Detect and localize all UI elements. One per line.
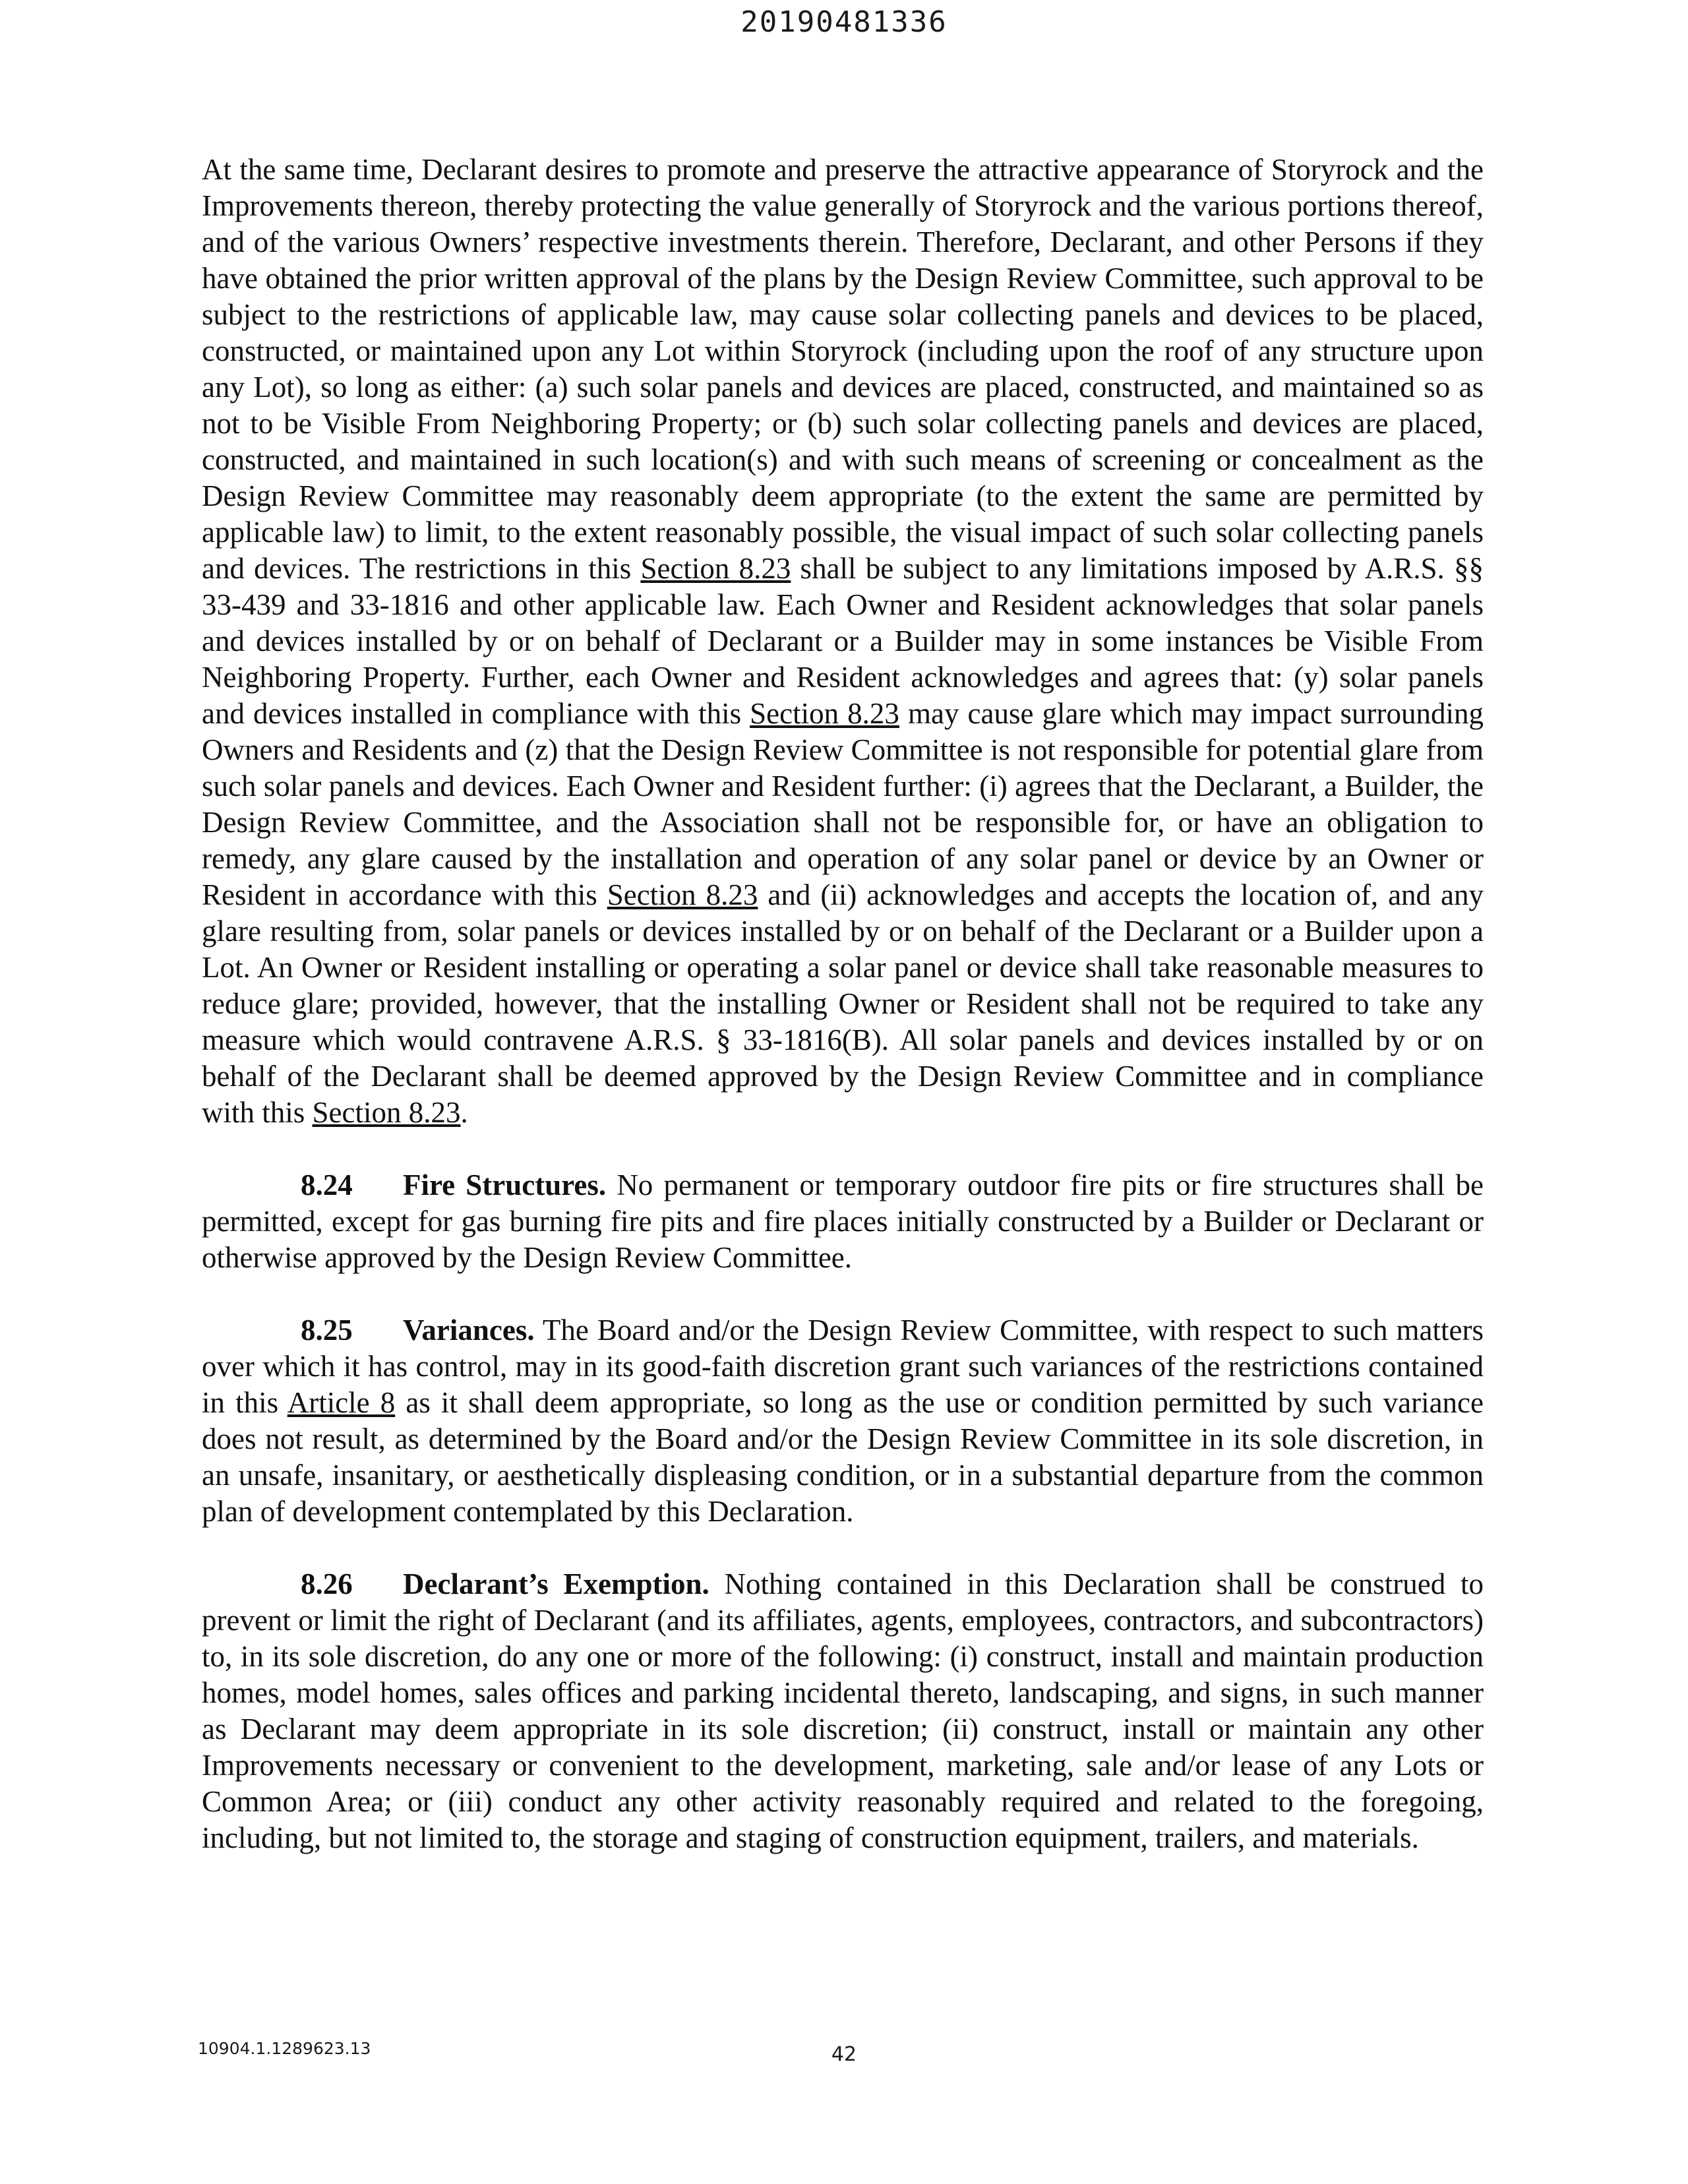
section-text: Nothing contained in this Declaration shall be construed to prevent or limit the right of Declarant (and its affiliates, agents, employees, contractors, and subcontractors) to, in its sole discretion, do any one or more of the following: (i) construct, install and maintain production homes, model homes, sales offices and parking incidental thereto, landscaping, and signs, in such manner as Declarant may deem appropriate in its sole discretion; (ii) construct, install or maintain any other Improvements necessary or convenient to the development, marketing, sale and/or lease of any Lots or Common Area; or (iii) conduct any other activity reasonably required and related to the foregoing, including, but not limited to, the storage and staging of construction equipment, trailers, and materials. xyxy=(202,1567,1484,1854)
section-reference: Section 8.23 xyxy=(312,1096,461,1129)
section-text: No permanent or temporary outdoor fire pits or fire structures shall be permitted, except for gas burning fire pits and fire places initially constructed by a Builder or Declarant or otherwise approved by the Design Review Committee. xyxy=(202,1168,1484,1274)
document-body xyxy=(202,152,1484,1893)
intro-text-5: . xyxy=(460,1096,468,1129)
page-number: 42 xyxy=(831,2043,857,2066)
section-text: as it shall deem appropriate, so long as the use or condition permitted by such variance does not result, as determined by the Board and/or the Design Review Committee in its sole discretion, in an unsafe, insanitary, or aesthetically displeasing condition, or in a substantial departure from the common plan of development contemplated by this Declaration. xyxy=(202,1386,1484,1528)
section-number: 8.26 xyxy=(301,1567,353,1600)
solar-intro-paragraph xyxy=(202,152,1484,1131)
section-8-26 xyxy=(202,1566,1484,1856)
section-reference: Section 8.23 xyxy=(607,878,758,911)
section-number: 8.24 xyxy=(301,1168,353,1201)
section-text: The Board and/or the Design Review Committee, with respect to such matters over which it has control, may in its good-faith discretion grant such variances of the restrictions contained in this xyxy=(202,1314,1484,1419)
section-8-25 xyxy=(202,1312,1484,1530)
section-number: 8.25 xyxy=(301,1314,353,1347)
intro-text-1: At the same time, Declarant desires to promote and preserve the attractive appearance of Storyrock and the Improvements thereon, thereby protecting the value generally of Storyrock and the various portions thereof, and of the various Owners’ respective investments therein. Therefore, Declarant, and other Persons if they have obtained the prior written approval of the plans by the Design Review Committee, such approval to be subject to the restrictions of applicable law, may cause solar collecting panels and devices to be placed, constructed, or maintained upon any Lot within Storyrock (including upon the roof of any structure upon any Lot), so long as either: (a) such solar panels and devices are placed, constructed, and maintained so as not to be Visible From Neighboring Property; or (b) such solar collecting panels and devices are placed, constructed, and maintained in such location(s) and with such means of screening or concealment as the Design Review Committee may reasonably deem appropriate (to the extent the same are permitted by applicable law) to limit, to the extent reasonably possible, the visual impact of such solar collecting panels and devices. The restrictions in this xyxy=(202,153,1484,585)
section-reference: Section 8.23 xyxy=(750,697,899,730)
article-reference: Article 8 xyxy=(287,1386,396,1419)
intro-text-4: and (ii) acknowledges and accepts the location of, and any glare resulting from, solar panels or devices installed by or on behalf of the Declarant or a Builder upon a Lot. An Owner or Resident installing or operating a solar panel or device shall take reasonable measures to reduce glare; provided, however, that the installing Owner or Resident shall not be required to take any measure which would contravene A.R.S. § 33-1816(B). All solar panels and devices installed by or on behalf of the Declarant shall be deemed approved by the Design Review Committee and in compliance with this xyxy=(202,878,1484,1129)
section-8-24 xyxy=(202,1167,1484,1276)
footer-document-id: 10904.1.1289623.13 xyxy=(198,2039,371,2058)
intro-text-3: may cause glare which may impact surrounding Owners and Residents and (z) that the Design Review Committee is not responsible for potential glare from such solar panels and devices. Each Owner and Resident further: (i) agrees that the Declarant, a Builder, the Design Review Committee, and the Association shall not be responsible for, or have an obligation to remedy, any glare caused by the installation and operation of any solar panel or device by an Owner or Resident in accordance with this xyxy=(202,697,1484,911)
section-title: Variances. xyxy=(403,1314,535,1347)
section-title: Declarant’s Exemption. xyxy=(403,1567,709,1600)
section-reference: Section 8.23 xyxy=(640,552,791,585)
recording-number: 20190481336 xyxy=(740,5,948,39)
section-title: Fire Structures. xyxy=(403,1168,607,1201)
intro-text-2: shall be subject to any limitations imposed by A.R.S. §§ 33-439 and 33-1816 and other applicable law. Each Owner and Resident acknowledges that solar panels and devices installed by or on behalf of Declarant or a Builder may in some instances be Visible From Neighboring Property. Further, each Owner and Resident acknowledges and agrees that: (y) solar panels and devices installed in compliance with this xyxy=(202,552,1484,730)
